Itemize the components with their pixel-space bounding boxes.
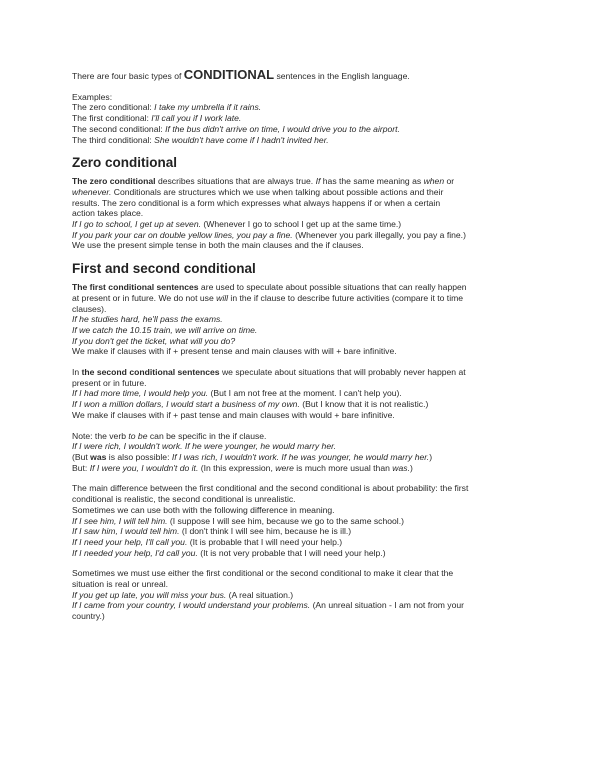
intro-line: There are four basic types of CONDITIONAL sentences in the English language. bbox=[72, 67, 410, 82]
second-conditional-paragraph: In the second conditional sentences we speculate about situations that will probably never happen at present or in future. If I had more time, I would help you. (But I am not free at the moment. I can't help you). If I won a million dollars, I would start a business of my own. (But I know that it is not realistic.) We make if clauses with if + past tense and main clauses with would + bare infinitive. bbox=[72, 367, 466, 420]
zero-conditional-heading: Zero conditional bbox=[72, 155, 178, 171]
example-zero: The zero conditional: I take my umbrella if it rains. bbox=[72, 102, 262, 113]
example-first: The first conditional: I'll call you if I work late. bbox=[72, 113, 242, 124]
note-paragraph: Note: the verb to be can be specific in the if clause. If I were rich, I wouldn't work. If he were younger, he would marry her. (But was is also possible: If I was rich, I wouldn't work. If he was younger, he would marry her.) But: If I were you, I wouldn't do it. (In this expression, were is much more usual than was.) bbox=[72, 430, 433, 473]
examples-heading: Examples: bbox=[72, 91, 113, 102]
zero-conditional-section: The zero conditional describes situations that are always true. If has the same meaning as when or whenever. Conditionals are structures which we use when talking about possible actions and their results. The zero conditional is a form which expresses what always happens if or when a certain action takes place. If I go to school, I get up at seven. (Whenever I go to school I get up at the same time.) If you park your car on double yellow lines, you pay a fine. (Whenever you park illegally, you pay a fine.) We use the present simple tense in both the main clauses and the if clauses. bbox=[72, 176, 466, 251]
must-use-paragraph: Sometimes we must use either the first conditional or the second conditional to make it clear that the situation is real or unreal. If you get up late, you will miss your bus. (A real situation.) If I came from your country, I would understand your problems. (An unreal situation - I am not from your country.) bbox=[72, 568, 464, 622]
difference-paragraph: The main difference between the first conditional and the second conditional is about probability: the first conditional is realistic, the second conditional is unrealistic. Sometimes we can use both with the following difference in meaning. If I see him, I will tell him. (I suppose I will see him, because we go to the same school.) If I saw him, I would tell him. (I don't think I will see him, because he is ill.) If I need your help, I'll call you. (It is probable that I will need your help.) If I needed your help, I'd call you. (It is not very probable that I will need your help.) bbox=[72, 483, 469, 558]
first-second-conditional-heading: First and second conditional bbox=[72, 261, 256, 277]
example-second: The second conditional: If the bus didn't arrive on time, I would drive you to the airport. bbox=[72, 123, 400, 134]
example-third: The third conditional: She wouldn't have come if I hadn't invited her. bbox=[72, 134, 329, 145]
conditional-keyword: CONDITIONAL bbox=[183, 67, 275, 82]
first-conditional-paragraph: The first conditional sentences are used to speculate about possible situations that can really happen at present or in future. We do not use will in the if clause to describe future activities (compare it to time clauses). If he studies hard, he'll pass the exams. If we catch the 10.15 train, we will arrive on time. If you don't get the ticket, what will you do? We make if clauses with if + present tense and main clauses with will + bare infinitive. bbox=[72, 282, 467, 357]
document-page bbox=[72, 67, 532, 622]
